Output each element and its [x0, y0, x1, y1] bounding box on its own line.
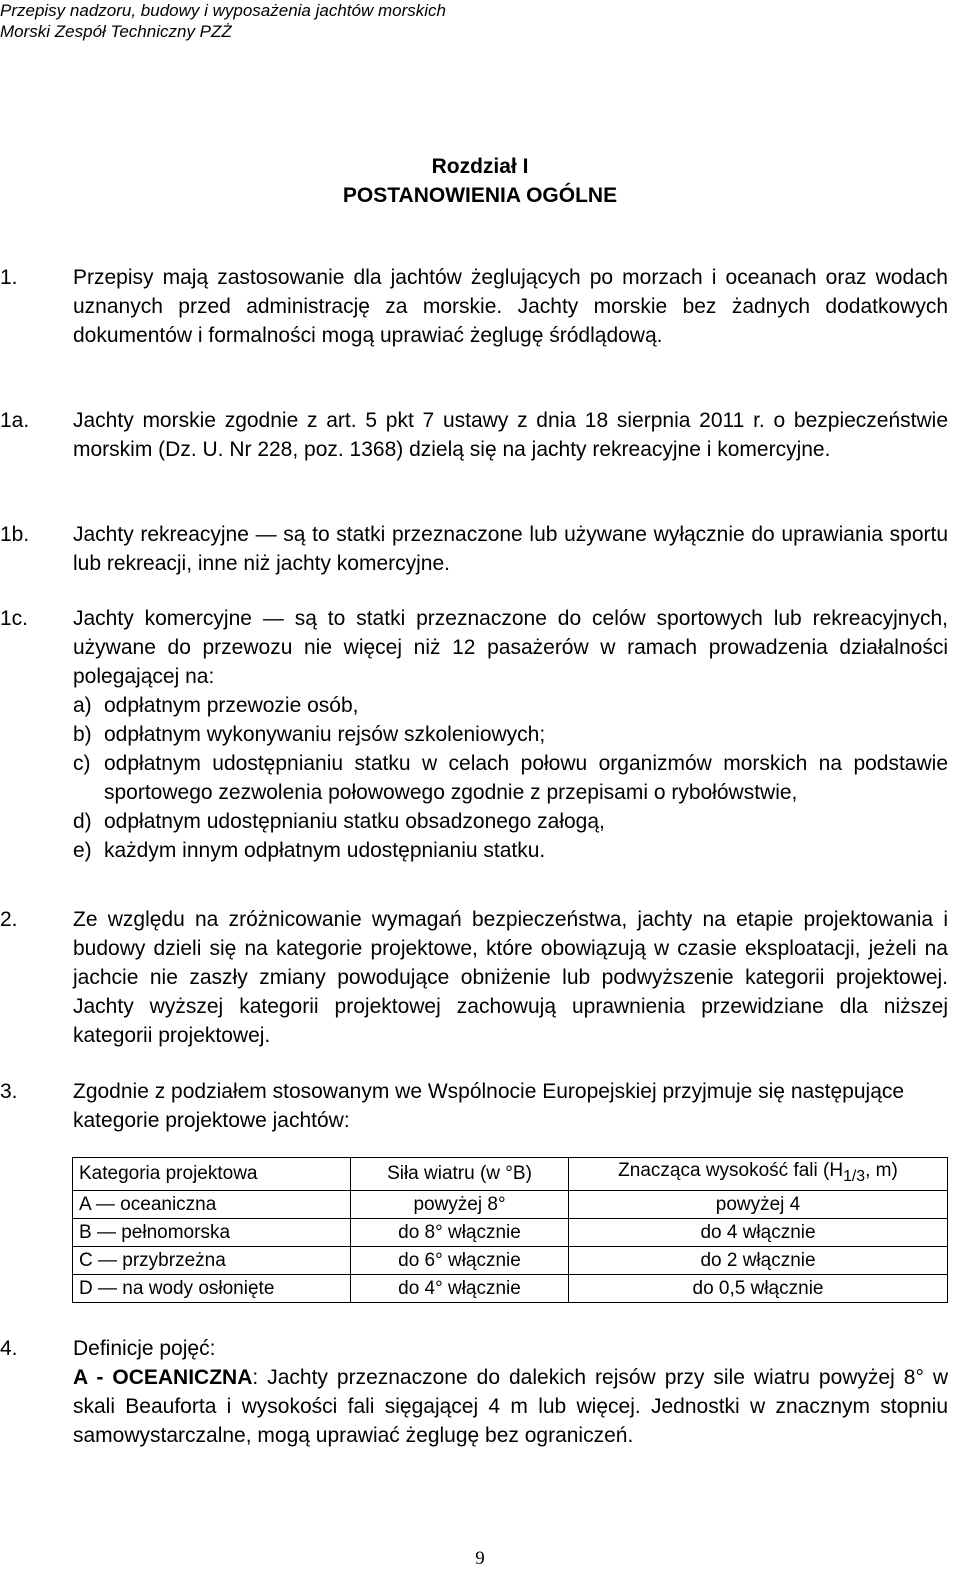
- table-cell: do 0,5 włącznie: [569, 1275, 948, 1303]
- section-number: 1c.: [0, 607, 29, 630]
- table-row: [73, 1191, 948, 1219]
- section-1b: [0, 520, 960, 578]
- list-item: [73, 807, 948, 836]
- chapter-title: Rozdział I: [431, 155, 529, 178]
- table-cell: do 4° włącznie: [351, 1275, 569, 1303]
- table-cell: powyżej 8°: [351, 1191, 569, 1219]
- list-marker: e): [73, 839, 92, 862]
- table-row: [73, 1219, 948, 1247]
- section-title: Definicje pojęć:: [73, 1337, 216, 1360]
- categories-table: [72, 1157, 948, 1303]
- definition-text: : Jachty przeznaczone do dalekich rejsów przy sile wiatru powyżej 8° w skali Beauforta i wysokości fali sięgającej 4 m lub więcej. Jednostki w znacznym stopniu samowystarczalne, mogą uprawiać żeglugę bez ograniczeń.: [73, 1366, 949, 1447]
- table-cell: do 4 włącznie: [569, 1219, 948, 1247]
- section-number: 1a.: [0, 409, 30, 432]
- header-text: , m): [865, 1160, 898, 1182]
- chapter-heading: [0, 152, 960, 210]
- list-item: [73, 720, 948, 749]
- section-3: [0, 1077, 960, 1135]
- table-cell: powyżej 4: [569, 1191, 948, 1219]
- table-cell: do 8° włącznie: [351, 1219, 569, 1247]
- list-marker: d): [73, 810, 92, 833]
- section-number: 3.: [0, 1080, 18, 1103]
- table-cell: do 6° włącznie: [351, 1247, 569, 1275]
- header-text: Znacząca wysokość fali (H: [618, 1160, 844, 1182]
- section-number: 1.: [0, 266, 18, 289]
- table-cell: do 2 włącznie: [569, 1247, 948, 1275]
- definition: [73, 1363, 948, 1450]
- list-marker: c): [73, 752, 91, 775]
- header-cell: Siła wiatru (w °B): [351, 1158, 569, 1191]
- header-subtitle: Morski Zespół Techniczny PZŻ: [0, 22, 232, 41]
- section-number: 1b.: [0, 523, 30, 546]
- section-2: [0, 905, 960, 1050]
- table-cell: C — przybrzeżna: [73, 1247, 351, 1275]
- list-marker: a): [73, 694, 92, 717]
- list-text: odpłatnym przewozie osób,: [104, 694, 359, 717]
- table-row: [73, 1275, 948, 1303]
- definition-term: A - OCEANICZNA: [73, 1366, 253, 1389]
- chapter-subtitle: POSTANOWIENIA OGÓLNE: [342, 184, 618, 207]
- table-header-row: [73, 1158, 948, 1191]
- header-title: Przepisy nadzoru, budowy i wyposażenia jachtów morskich: [0, 1, 446, 20]
- table-cell: D — na wody osłonięte: [73, 1275, 351, 1303]
- document-header: [0, 0, 446, 42]
- section-1a: [0, 406, 960, 464]
- header-cell: Kategoria projektowa: [73, 1158, 351, 1191]
- table-cell: A — oceaniczna: [73, 1191, 351, 1219]
- list-text: odpłatnym wykonywaniu rejsów szkoleniowych;: [104, 723, 546, 746]
- list-item: [73, 836, 948, 865]
- section-text: Przepisy mają zastosowanie dla jachtów żeglujących po morzach i oceanach oraz wodach uznanych przed administrację za morskie. Jachty morskie bez żadnych dodatkowych dokumentów i formalności mogą uprawiać żeglugę śródlądową.: [73, 266, 948, 347]
- header-cell: [569, 1158, 948, 1191]
- list-marker: b): [73, 723, 92, 746]
- page-number: 9: [475, 1548, 485, 1569]
- table-cell: B — pełnomorska: [73, 1219, 351, 1247]
- section-body: [73, 604, 948, 865]
- list-text: każdym innym odpłatnym udostępnianiu statku.: [104, 839, 546, 862]
- section-text: Ze względu na zróżnicowanie wymagań bezpieczeństwa, jachty na etapie projektowania i budowy dzieli się na kategorie projektowe, które obowiązują w czasie eksploatacji, jeżeli na jachcie nie zaszły zmiany powodujące obniżenie lub podwyższenie kategorii projektowej. Jachty wyższej kategorii projektowej zachowują uprawnienia przewidziane dla niższej kategorii projektowej.: [73, 908, 948, 1047]
- section-1: [0, 263, 960, 350]
- section-body: [73, 1334, 948, 1450]
- section-intro: Jachty komercyjne — są to statki przeznaczone do celów sportowych lub rekreacyjnych, używane do przewozu nie więcej niż 12 pasażerów w ramach prowadzenia działalności polegającej na:: [73, 607, 948, 688]
- section-number: 2.: [0, 908, 18, 931]
- list-text: odpłatnym udostępnianiu statku obsadzonego załogą,: [104, 810, 605, 833]
- list-item: [73, 691, 948, 720]
- section-text: Jachty rekreacyjne — są to statki przeznaczone lub używane wyłącznie do uprawiania sportu lub rekreacji, inne niż jachty komercyjne.: [73, 523, 948, 575]
- section-4: [0, 1334, 960, 1450]
- list-text: odpłatnym udostępnianiu statku w celach połowu organizmów morskich na podstawie sportowego zezwolenia połowowego zgodnie z przepisami o rybołówstwie,: [104, 752, 948, 804]
- section-number: 4.: [0, 1337, 18, 1360]
- table-row: [73, 1247, 948, 1275]
- section-text: Jachty morskie zgodnie z art. 5 pkt 7 ustawy z dnia 18 sierpnia 2011 r. o bezpieczeństwie morskim (Dz. U. Nr 228, poz. 1368) dzielą się na jachty rekreacyjne i komercyjne.: [73, 409, 948, 461]
- list-item: [73, 749, 948, 807]
- header-subscript: 1/3: [843, 1167, 866, 1185]
- section-text: Zgodnie z podziałem stosowanym we Wspólnocie Europejskiej przyjmuje się następujące kategorie projektowe jachtów:: [73, 1080, 905, 1132]
- section-1c: [0, 604, 960, 865]
